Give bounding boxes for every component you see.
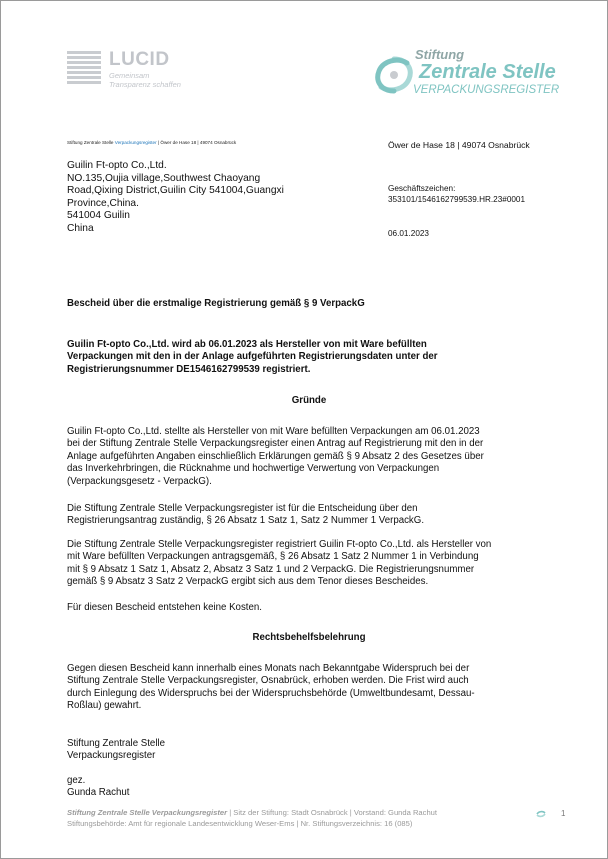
paragraph-line: mit Ware befüllten Verpackungen antragsgemäß, § 26 Absatz 1 Satz 2 Nummer 1 in Verbindung [67,551,479,563]
sender-address: | Öwer de Hase 18 | 49074 Osnabrück [156,140,237,145]
paragraph-line: Stiftung Zentrale Stelle Verpackungsregister, Osnabrück, erhoben werden. Die Frist wird auch [67,675,469,687]
recipient-address [67,160,327,236]
footer-line-2: Stiftungsbehörde: Amt für regionale Landesentwicklung Weser-Ems | Nr. Stiftungsverzeichnis: 16 (085) [67,819,413,828]
remedy-heading: Rechtsbehelfsbelehrung [252,632,366,643]
issuer-address: Öwer de Hase 18 | 49074 Osnabrück [388,140,530,150]
paragraph-line: Anlage aufgeführten Angaben einschließlich Erklärungen gemäß § 9 Absatz 2 des Gesetzes über [67,450,484,462]
letter-subject: Bescheid über die erstmalige Registrierung gemäß § 9 VerpackG [67,298,365,309]
letter-date: 06.01.2023 [388,229,429,238]
zsvr-swirl-icon [373,55,415,95]
paragraph-line: gemäß § 9 Absatz 3 Satz 2 VerpackG ergibt sich aus dem Tenor dieses Bescheides. [67,576,429,588]
tenor-line: Guilin Ft-opto Co.,Ltd. wird ab 06.01.2023 als Hersteller von mit Ware befüllten [67,339,427,350]
paragraph-5 [67,663,551,713]
letter-tenor [67,339,551,376]
address-line: Province,China. [67,197,139,209]
page-number: 1 [561,809,566,818]
paragraph-line: Die Stiftung Zentrale Stelle Verpackungsregister ist für die Entscheidung über den [67,503,418,514]
tenor-line: Verpackungen mit den in der Anlage aufgeführten Registrierungsdaten unter der [67,351,438,363]
address-line: Guilin Ft-opto Co.,Ltd. [67,160,167,171]
lucid-wordmark: LUCID [109,49,170,70]
lucid-logo [67,51,197,91]
paragraph-line: bei der Stiftung Zentrale Stelle Verpackungsregister einen Antrag auf Registrierung mit den in der [67,438,484,450]
paragraph-line: mit § 9 Absatz 1 Satz 1, Absatz 2, Absatz 3 Satz 1 und 2 VerpackG. Die Registrierungsnummer [67,563,475,575]
paragraph-line: das Inverkehrbringen, die Rücknahme und hochwertige Verwertung von Verpackungen [67,463,440,475]
closing-line: Stiftung Zentrale Stelle [67,738,166,749]
zsvr-logo-line-3: VERPACKUNGSREGISTER [413,84,560,96]
grounds-heading: Gründe [291,395,327,406]
paragraph-2 [67,503,551,528]
paragraph-3 [67,539,551,589]
paragraph-line: Registrierungsantrag zuständig, § 26 Absatz 1 Satz 1, Satz 2 Nummer 1 VerpackG. [67,515,425,527]
reference-label: Geschäftszeichen: [388,184,456,193]
footer-logo-icon [536,810,546,818]
lucid-tagline-2: Transparenz schaffen [109,80,181,89]
address-line: 541004 Guilin [67,210,130,222]
paragraph-4: Für diesen Bescheid entstehen keine Kosten. [67,602,262,613]
signed-marker: gez. [67,775,86,786]
closing-line: Verpackungsregister [67,750,156,762]
footer-line-1-rest: | Sitz der Stiftung: Stadt Osnabrück | Vorstand: Gunda Rachut [227,808,438,817]
sender-org-a: Stiftung Zentrale Stelle [67,140,114,145]
zsvr-logo-line-2: Zentrale Stelle [419,61,556,83]
sender-line [67,140,236,145]
lucid-stripes-icon [67,51,101,87]
zsvr-logo-line-1: Stiftung [415,47,465,62]
paragraph-line: Gegen diesen Bescheid kann innerhalb eines Monats nach Bekanntgabe Widerspruch bei der [67,663,470,674]
address-line: China [67,222,94,234]
paragraph-line: (Verpackungsgesetz - VerpackG). [67,475,212,487]
sender-org-b: Verpackungsregister [114,140,157,145]
zsvr-logo [373,47,573,101]
paragraph-line: Guilin Ft-opto Co.,Ltd. stellte als Hersteller von mit Ware befüllten Verpackungen am 06.01.2023 [67,426,480,437]
lucid-tagline-1: Gemeinsam [109,71,150,80]
tenor-line: Registrierungsnummer DE1546162799539 registriert. [67,363,311,375]
reference-value: 353101/1546162799539.HR.23#0001 [388,195,526,204]
signature-block [67,775,551,800]
paragraph-1 [67,426,551,488]
paragraph-line: durch Einlegung des Widerspruchs bei der Widerspruchsbehörde (Umweltbundesamt, Dessau- [67,687,475,699]
footer-line-1 [67,808,437,817]
footer-org: Stiftung Zentrale Stelle Verpackungsregister [67,808,228,817]
closing-organization [67,738,551,763]
paragraph-line: Die Stiftung Zentrale Stelle Verpackungsregister registriert Guilin Ft-opto Co.,Ltd. als Hersteller von [67,539,492,550]
paragraph-line: Roßlau) gewahrt. [67,700,142,712]
address-line: NO.135,Oujia village,Southwest Chaoyang [67,172,261,184]
address-line: Road,Qixing District,Guilin City 541004,Guangxi [67,185,284,197]
signatory-name: Gunda Rachut [67,787,130,799]
